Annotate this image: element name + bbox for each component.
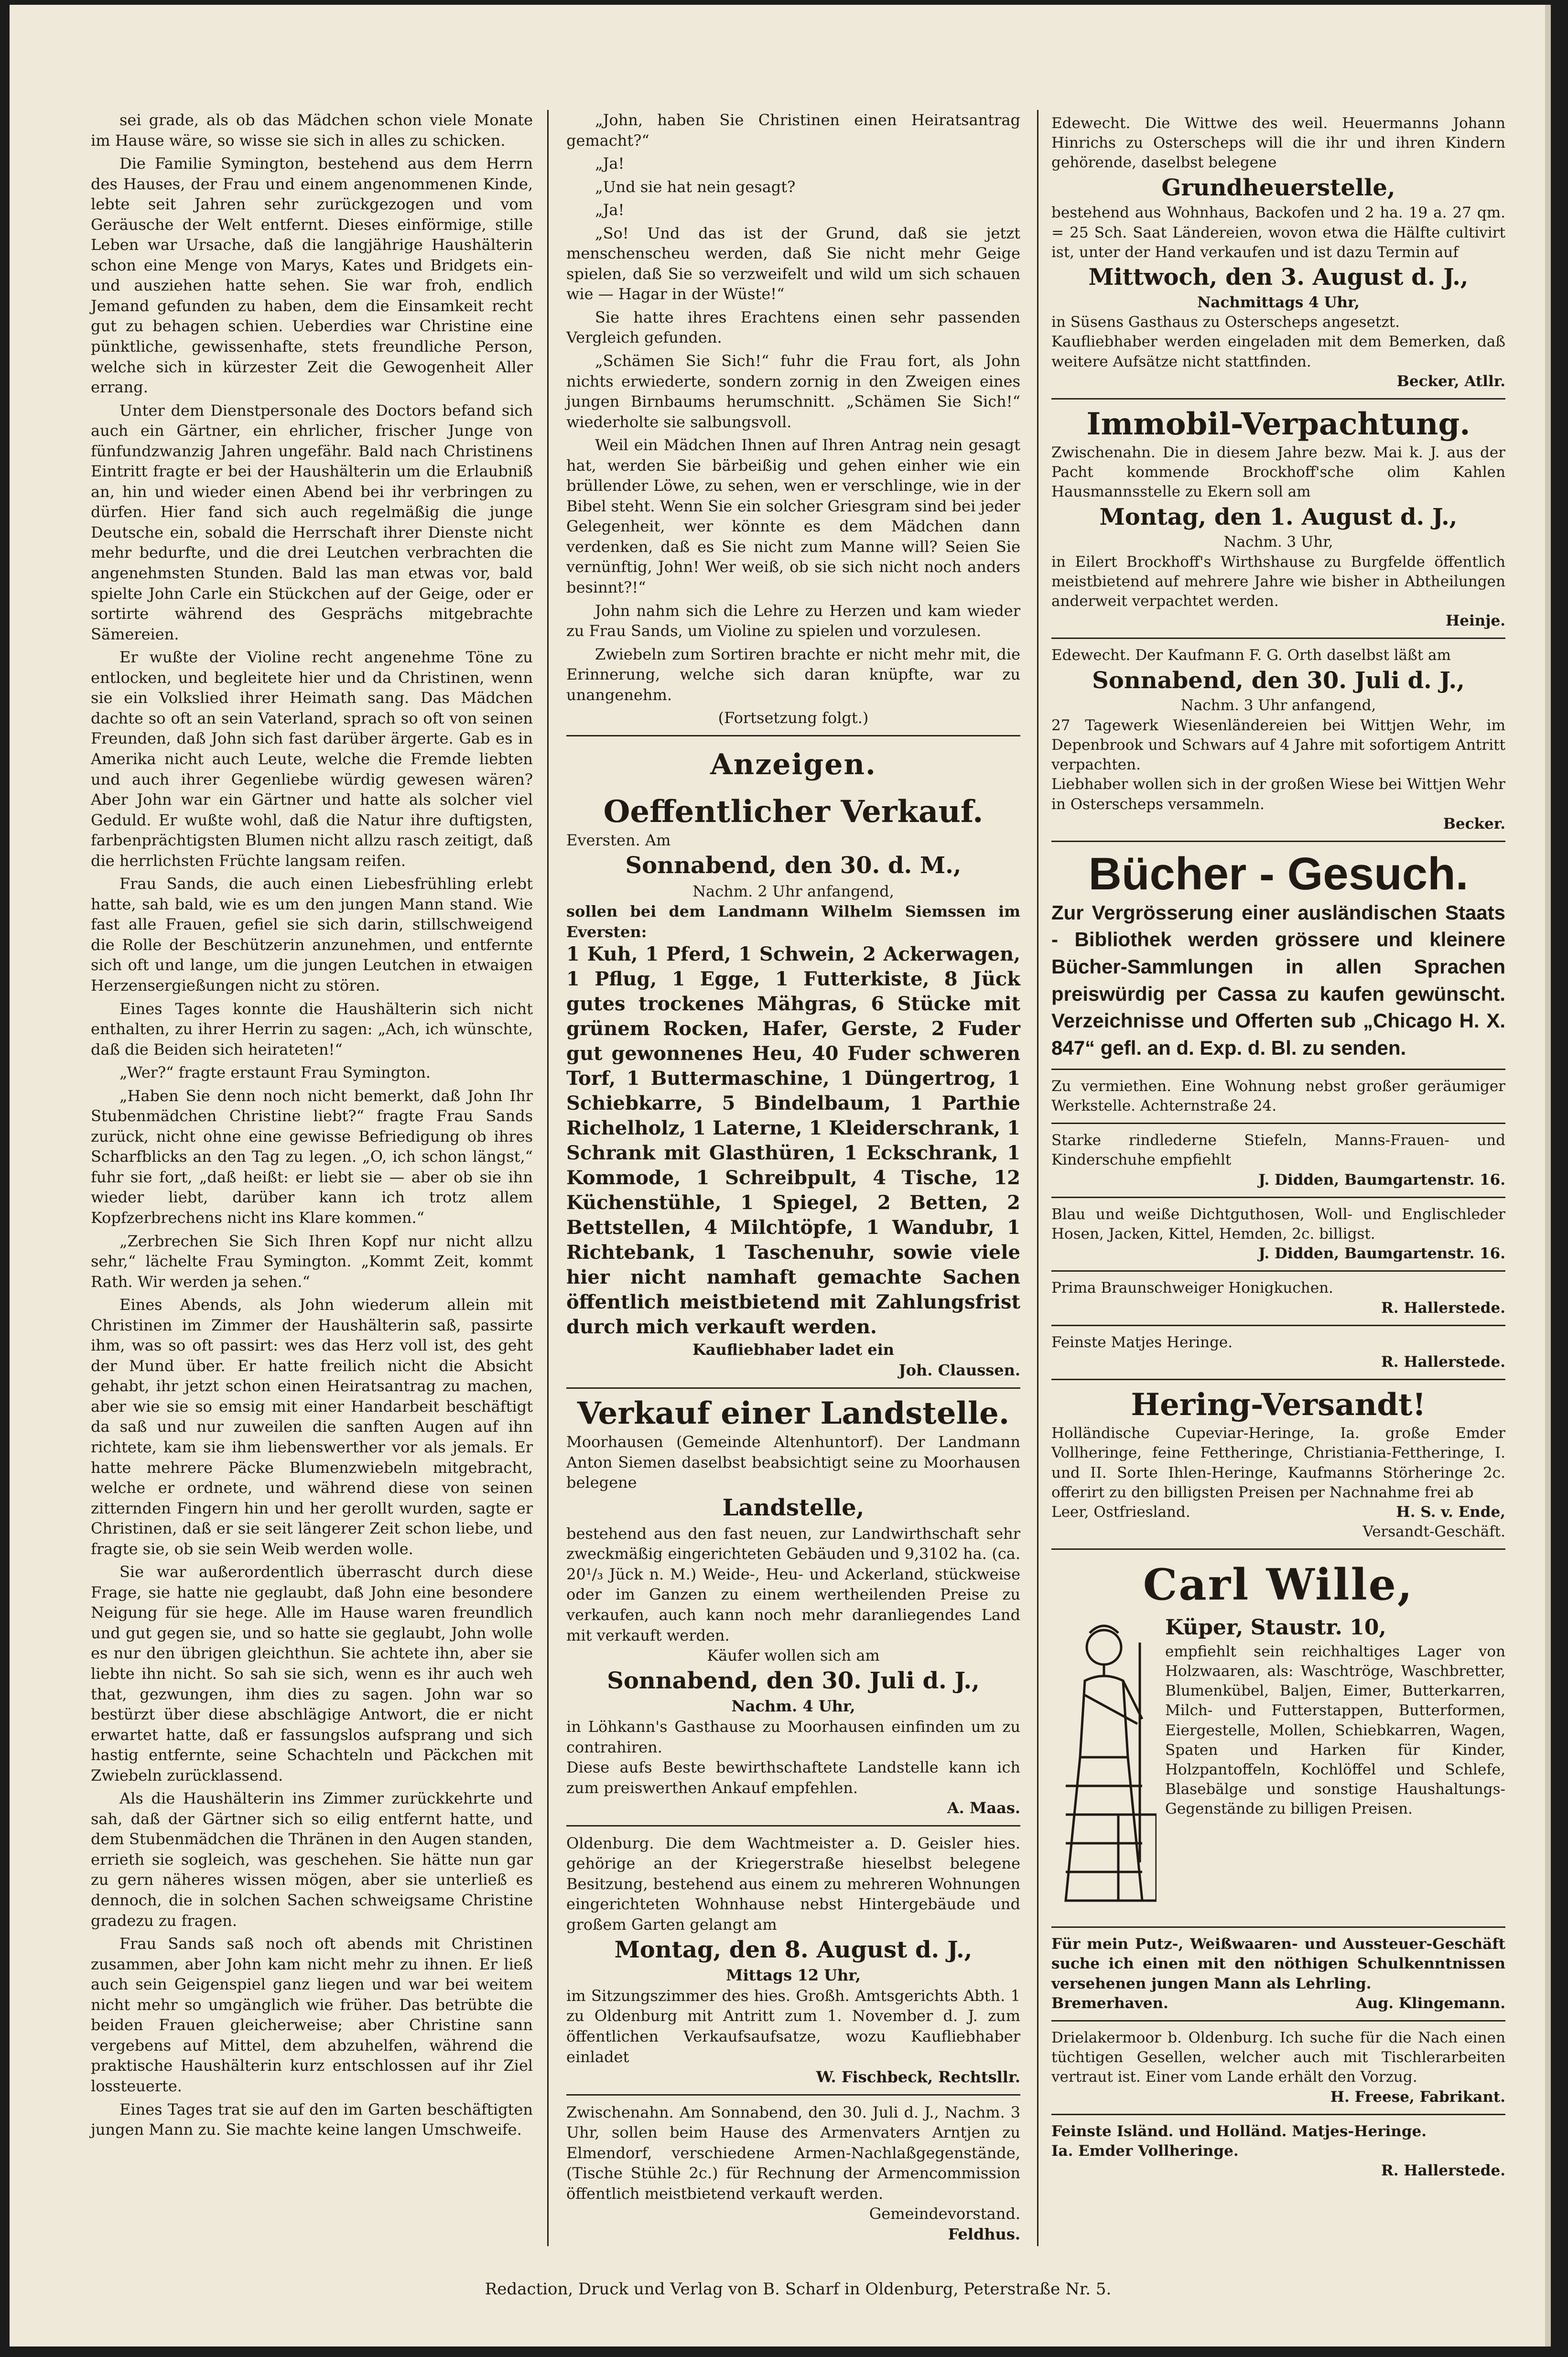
story-paragraph: Sie war außerordentlich überrascht durch diese Frage, sie hatte nie geglaubt, daß John eine besondere Neigung für sie hege. Alle im Hause waren freundlich und gut gegen sie, und so hatte sie geglaubt, John wolle es nur den übrigen gleichthun. Sie achtete ihn, aber sie liebte ihn nicht. So sah sie sich, wenn es ihr auch weh that, gezwungen, ihm dies zu sagen. John war so bestürzt über diese abschlägige Antwort, die er nicht erwartet hatte, daß er fassungslos aufsprang und sich hastig entfernte, seine Schachteln und Päckchen mit Zwiebeln zurücklassend. xyxy=(91,1563,533,1784)
ad-subtitle: Landstelle, xyxy=(722,1494,865,1521)
story-paragraph: Zwiebeln zum Sortiren brachte er nicht mehr mit, die Erinnerung, welche sich daran knüpfte, war zu unangenehm. xyxy=(566,645,1020,704)
divider xyxy=(1051,1548,1505,1550)
ad-signature: H. Freese, Fabrikant. xyxy=(1330,2088,1505,2106)
divider xyxy=(566,1387,1020,1389)
story-paragraph: „Ja! xyxy=(595,201,625,219)
divider xyxy=(1051,1926,1505,1928)
ad-date: Sonnabend, den 30. d. M., xyxy=(625,852,962,879)
ad-date: Montag, den 1. August d. J., xyxy=(1099,503,1458,530)
ad-text: Käufer wollen sich am xyxy=(707,1646,880,1665)
ad-wohnung: Zu vermiethen. Eine Wohnung nebst großer geräumiger Werkstelle. Achternstraße 24. xyxy=(1051,1077,1505,1114)
ad-time: Nachm. 2 Uhr anfangend, xyxy=(692,882,894,900)
ad-signature: Heinje. xyxy=(1445,612,1505,630)
ad-text: Zwischenahn. Die in diesem Jahre bezw. Mai k. J. aus der Pacht kommende Brockhoff'sche olim Kahlen Hausmannsstelle zu Ekern soll am xyxy=(1051,443,1505,501)
ad-signature: J. Didden, Baumgartenstr. 16. xyxy=(1258,1245,1505,1263)
ad-text: 27 Tagewerk Wiesenländereien bei Wittjen Wehr, im Depenbrook und Schwars auf 4 Jahre mit sofortigem Antritt verpachten. xyxy=(1051,716,1505,774)
anzeigen-heading: Anzeigen. xyxy=(710,747,876,781)
newspaper-page xyxy=(10,5,1551,2346)
story-paragraph: Als die Haushälterin ins Zimmer zurückkehrte und sah, daß der Gärtner sich so eilig entfernt hatte, und dem Stubenmädchen die Thränen in den Augen standen, errieth sie sogleich, was geschehen. Sie hätte nun gar zu gern näheres wissen mögen, aber sie unterließ es dennoch, die in solchen Sachen schweigsame Christine gradezu zu fragen. xyxy=(91,1789,533,1930)
ad-body xyxy=(1051,1614,1505,1920)
ad-oeffentlicher-verkauf xyxy=(566,794,1020,1381)
story-paragraph: „Wer?“ fragte erstaunt Frau Symington. xyxy=(119,1063,431,1082)
column-divider xyxy=(547,110,549,2246)
ad-buecher-gesuch xyxy=(1051,849,1505,1062)
ad-grundheuerstelle xyxy=(1051,114,1505,391)
ad-title: Verkauf einer Landstelle. xyxy=(577,1395,1010,1431)
divider xyxy=(1051,1270,1505,1272)
ad-carl-wille xyxy=(1051,1557,1505,1920)
ad-title: Hering-Versandt! xyxy=(1131,1387,1426,1423)
ad-hering-versandt xyxy=(1051,1387,1505,1542)
ad-lehrling xyxy=(1051,1935,1505,2013)
divider xyxy=(1051,1379,1505,1380)
ad-zwischenahn-nachlass xyxy=(566,2102,1020,2245)
ad-text: Edewecht. Die Wittwe des weil. Heuermanns Johann Hinrichs zu Osterscheps will die ihr und ihren Kindern gehörende, daselbst belegene xyxy=(1051,115,1505,172)
imprint-footer: Redaction, Druck und Verlag von B. Scharf in Oldenburg, Peterstraße Nr. 5. xyxy=(485,2280,1112,2299)
ad-date: Sonnabend, den 30. Juli d. J., xyxy=(607,1667,980,1694)
story-paragraph: „So! Und das ist der Grund, daß sie jetzt menschenscheu werden, daß Sie nicht mehr Geige spielen, daß Sie so verzweifelt und wild um sich schauen wie — Hagar in der Wüste!“ xyxy=(566,224,1020,303)
ad-time: Nachm. 3 Uhr, xyxy=(1223,533,1333,551)
story-paragraph: Eines Tages konnte die Haushälterin sich nicht enthalten, zu ihrer Herrin zu sagen: „Ach, ich wünschte, daß die Beiden sich heirateten!“ xyxy=(91,999,533,1059)
divider xyxy=(1051,1123,1505,1124)
ad-time: Nachm. 3 Uhr anfangend, xyxy=(1180,697,1376,714)
ad-hosen xyxy=(1051,1205,1505,1264)
ad-text: Feinste Matjes Heringe. xyxy=(1051,1333,1233,1351)
story-paragraph: Unter dem Dienstpersonale des Doctors befand sich auch ein Gärtner, ein ehrlicher, frischer Junge von fünfundzwanzig Jahren ungefähr. Bald nach Christinens Eintritt fragte er bei der Haushälterin um die Erlaubniß an, hin und wieder einen Abend bei ihr verbringen zu dürfen. Hier fand sich auch regelmäßig die junge Deutsche ein, sobald die Herrschaft ihrer Dienste nicht mehr bedurfte, und die drei Leutchen verbrachten die angenehmsten Stunden. Bald las man etwas vor, bald spielte John Carle ein Stückchen auf der Geige, oder er sortirte während des Gesprächs mitgebrachte Sämereien. xyxy=(91,401,533,643)
story-paragraph: Frau Sands, die auch einen Liebesfrühling erlebt hatte, sah bald, wie es um den jungen Mann stand. Wie fast alle Frauen, gefiel sie sich darin, stillschweigend die Rolle der Beschützerin anzunehmen, und entfernte sich oft und lange, um die jungen Leutchen in etwaigen Herzensergießungen nicht zu stören. xyxy=(91,875,533,995)
ad-text: Starke rindlederne Stiefeln, Manns-Frauen- und Kinderschuhe empfiehlt xyxy=(1051,1132,1505,1169)
woman-churning-butter-illustration xyxy=(1051,1614,1157,1920)
divider xyxy=(1051,1197,1505,1198)
ad-signature: Feldhus. xyxy=(948,2225,1020,2243)
ad-text: Diese aufs Beste bewirthschaftete Landstelle kann ich zum preiswerthen Ankauf empfehlen. xyxy=(566,1758,1020,1797)
ad-intro: sollen bei dem Landmann Wilhelm Siemssen im Eversten: xyxy=(566,902,1020,941)
ad-text: Zwischenahn. Am Sonnabend, den 30. Juli d. J., Nachm. 3 Uhr, sollen beim Hause des Armenvaters Arntjen zu Elmendorf, verschiedene Armen-Nachlaßgegenstände, (Tische Stühle 2c.) für Rechnung der Armencommission öffentlich meistbietend verkauft werden. xyxy=(566,2103,1020,2203)
ad-subtitle: Küper, Staustr. 10, xyxy=(1165,1615,1386,1640)
divider xyxy=(566,2094,1020,2096)
ad-matjes xyxy=(1051,1333,1505,1372)
ad-place: Eversten. Am xyxy=(566,831,671,850)
ad-wiesen-verpachtung xyxy=(1051,646,1505,834)
ad-text: empfiehlt sein reichhaltiges Lager von Holzwaaren, als: Waschtröge, Waschbretter, Blumenkübel, Baljen, Eimer, Butterkarren, Milch- und Futterstappen, Butterformen, Eiergestelle, Mollen, Schiebkarren, Wagen, Spaten und Harken für Kinder, Holzpantoffeln, Kochlöffel und Schlefe, Blasebälge und sonstige Haushaltungs-Gegenstände zu billigen Preisen. xyxy=(1165,1643,1505,1818)
ad-honigkuchen xyxy=(1051,1278,1505,1318)
story-paragraph: John nahm sich die Lehre zu Herzen und kam wieder zu Frau Sands, um Violine zu spielen und vorzulesen. xyxy=(566,601,1020,640)
ad-matjes-heringe xyxy=(1051,2122,1505,2181)
ad-signature: W. Fischbeck, Rechtsllr. xyxy=(816,2068,1020,2087)
ad-text: bestehend aus den fast neuen, zur Landwirthschaft sehr zweckmäßig eingerichteten Gebäuden und 9,3102 ha. (ca. 20¹/₃ Jück n. M.) Weide-, Heu- und Ackerland, stückweise oder im Ganzen zu einem wertheilenden Preise zu verkaufen, auch kann noch mehr daranliegendes Land mit verkauft werden. xyxy=(566,1524,1020,1644)
divider xyxy=(1051,2020,1505,2022)
ad-title: Grundheuerstelle, xyxy=(1161,174,1395,201)
ad-text: Edewecht. Der Kaufmann F. G. Orth daselbst läßt am xyxy=(1051,647,1451,664)
story-paragraph: „Zerbrechen Sie Sich Ihren Kopf nur nicht allzu sehr,“ lächelte Frau Symington. „Kommt Zeit, kommt Rath. Wir werden ja sehen.“ xyxy=(91,1232,533,1291)
ad-geselle xyxy=(1051,2028,1505,2107)
page-edge xyxy=(1545,5,1551,2346)
ad-title: Carl Wille, xyxy=(1143,1559,1414,1611)
ad-signature: J. Didden, Baumgartenstr. 16. xyxy=(1258,1171,1505,1189)
ad-signature: Becker. xyxy=(1443,815,1505,833)
story-paragraph: sei grade, als ob das Mädchen schon viele Monate im Hause wäre, so wisse sie sich in alles zu schicken. xyxy=(91,111,533,150)
ad-text: in Eilert Brockhoff's Wirthshause zu Burgfelde öffentlich meistbietend auf mehrere Jahre wie bisher in Abtheilungen anderweit verpachtet werden. xyxy=(1051,553,1505,610)
ad-closing: Kaufliebhaber ladet ein xyxy=(692,1341,895,1359)
ad-item-list: 1 Kuh, 1 Pferd, 1 Schwein, 2 Ackerwagen, 1 Pflug, 1 Egge, 1 Futterkiste, 8 Jück gutes trockenes Mähgras, 6 Stücke mit grünem Rocken, Hafer, Gerste, 2 Fuder gut gewonnenes Heu, 40 Fuder schweren Torf, 1 Buttermaschine, 1 Düngertrog, 1 Schiebkarre, 5 Bindelbaum, 1 Parthie Richelholz, 1 Laterne, 1 Kleiderschrank, 1 Schrank mit Glasthüren, 1 Eckschrank, 1 Kommode, 1 Schreibpult, 4 Tische, 12 Küchenstühle, 1 Spiegel, 2 Betten, 2 Bettstellen, 4 Milchtöpfe, 1 Wandubr, 1 Richtebank, 1 Taschenuhr, sowie viele hier nicht namhaft gemachte Sachen öffentlich meistbietend mit Zahlungsfrist durch mich verkauft werden. xyxy=(566,943,1020,1339)
ad-text: Oldenburg. Die dem Wachtmeister a. D. Geisler hies. gehörige an der Kriegerstraße hieselbst belegene Besitzung, bestehend aus einem zu mehreren Wohnungen eingerichteten Wohnhause nebst Hintergebäude und großem Garten gelangt am xyxy=(566,1834,1020,1934)
ad-time: Nachmittags 4 Uhr, xyxy=(1197,293,1360,311)
ad-text: in Süsens Gasthaus zu Osterscheps angesetzt. xyxy=(1051,314,1400,331)
ad-text: Blau und weiße Dichtguthosen, Woll- und Englischleder Hosen, Jacken, Kittel, Hemden, 2c. billigst. xyxy=(1051,1205,1505,1243)
story-column-left xyxy=(91,110,533,2143)
column-divider xyxy=(1037,110,1038,2246)
ad-place: Leer, Ostfriesland. xyxy=(1051,1503,1190,1521)
ad-title: Bücher - Gesuch. xyxy=(1088,848,1469,900)
story-paragraph: Frau Sands saß noch oft abends mit Christinen zusammen, aber John kam nicht mehr zu ihnen. Er ließ auch sein Geigenspiel ganz liegen und war bei weitem nicht mehr so umgänglich wie früher. Das betrübte die beiden Frauen gleicherweise; aber Christine sann vergebens auf Mittel, dem abzuhelfen, während die praktische Haushälterin kurz entschlossen auf ihr Ziel lossteuerte. xyxy=(91,1935,533,2095)
ad-signature: H. S. v. Ende, xyxy=(1396,1503,1505,1521)
ad-sub: Versandt-Geschäft. xyxy=(1363,1523,1505,1541)
ad-date: Sonnabend, den 30. Juli d. J., xyxy=(1092,667,1465,694)
ad-oldenburg-besitzung xyxy=(566,1833,1020,2087)
ad-place: Bremerhaven. xyxy=(1051,1994,1168,2012)
ad-signature: R. Hallerstede. xyxy=(1381,1299,1505,1317)
ad-text: im Sitzungszimmer des hies. Großh. Amtsgerichts Abth. 1 zu Oldenburg mit Antritt zum 1. November d. J. zum öffentlichen Verkaufsaufsatze, wozu Kaufliebhaber einladet xyxy=(566,1986,1020,2066)
ad-time: Nachm. 4 Uhr, xyxy=(731,1697,855,1716)
divider xyxy=(1051,638,1505,639)
ad-date: Mittwoch, den 3. August d. J., xyxy=(1088,264,1469,291)
story-paragraph: Weil ein Mädchen Ihnen auf Ihren Antrag nein gesagt hat, werden Sie bärbeißig und gehen einher wie ein brüllender Löwe, zu sehen, wen er verschlinge, wie in der Bibel steht. Wenn Sie ein solcher Griesgram sind bei jeder Gelegenheit, wer könnte es dem Mädchen dann verdenken, daß es Sie nicht zum Manne will? Seien Sie vernünftig, John! Wer weiß, ob sie sich nicht noch anders besinnt?!“ xyxy=(566,436,1020,597)
continued-note: (Fortsetzung folgt.) xyxy=(718,709,869,727)
ad-signature: R. Hallerstede. xyxy=(1381,1353,1505,1371)
ad-signature: Aug. Klingemann. xyxy=(1355,1994,1505,2012)
ad-text: in Löhkann's Gasthause zu Moorhausen einfinden um zu contrahiren. xyxy=(566,1718,1020,1756)
story-paragraph: Er wußte der Violine recht angenehme Töne zu entlocken, und begleitete hier und da Christinen, wenn sie ein Volkslied ihrer Heimath sang. Das Mädchen dachte so oft an sein Vaterland, sprach so oft von seinen Freunden, daß John sich fast darüber ärgerte. Gab es in Amerika nicht auch Leute, welche die Fremde liebten und auch ihrer Gegenliebe würdig gewesen wären? Aber John war ein Gärtner und hatte als solcher viel Geduld. Er wußte wohl, daß die Natur ihre duftigsten, farbenprächtigsten Blumen nicht allzu rasch zeitigt, daß die herrlichsten Früchte langsam reifen. xyxy=(91,648,533,870)
ad-signature: A. Maas. xyxy=(947,1799,1020,1817)
story-paragraph: „John, haben Sie Christinen einen Heiratsantrag gemacht?“ xyxy=(566,111,1020,150)
story-paragraph: Eines Tages trat sie auf den im Garten beschäftigten jungen Mann zu. Sie machte keine langen Umschweife. xyxy=(91,2100,533,2139)
story-paragraph: „Ja! xyxy=(595,154,625,173)
story-paragraph: „Und sie hat nein gesagt? xyxy=(595,177,796,196)
story-paragraph: Eines Abends, als John wiederum allein mit Christinen im Zimmer der Haushälterin saß, passirte ihm, was so oft passirt: wes das Herz voll ist, des geht der Mund über. Er hatte freilich nicht die Absicht gehabt, ihr jetzt schon einen Heiratsantrag zu machen, aber wie sie so emsig mit einer Handarbeit beschäftigt da saß und nur zuweilen die sanften Augen auf ihn richtete, kam sie ihm liebenswerther vor als jemals. Er hatte mehrere Päcke Blumenzwiebeln mitgebracht, welche er ordnete, und während diese von seinen zitternden Fingern hin und her gerollt wurden, sagte er Christinen, daß er sie seit längerer Zeit schon liebe, und fragte sie, ob sie sein Weib werden wolle. xyxy=(91,1296,533,1558)
ad-text: Liebhaber wollen sich in der großen Wiese bei Wittjen Wehr in Osterscheps versammeln. xyxy=(1051,776,1505,813)
ad-date: Montag, den 8. August d. J., xyxy=(614,1936,973,1963)
ad-stiefeln xyxy=(1051,1131,1505,1190)
ad-signature: Joh. Claussen. xyxy=(898,1361,1020,1380)
divider xyxy=(1051,1325,1505,1326)
ad-title: Immobil-Verpachtung. xyxy=(1086,406,1471,443)
ad-signature-line xyxy=(1051,1503,1505,1522)
ad-text: Prima Braunschweiger Honigkuchen. xyxy=(1051,1279,1333,1297)
ad-signature-line xyxy=(1051,1994,1505,2013)
story-paragraph: „Schämen Sie Sich!“ fuhr die Frau fort, als John nichts erwiederte, sondern zornig in den Zweigen eines jungen Birnbaums herumschnitt. „Schämen Sie Sich!“ wiederholte sie salbungsvoll. xyxy=(566,352,1020,431)
ad-text: bestehend aus Wohnhaus, Backofen und 2 ha. 19 a. 27 qm. = 25 Sch. Saat Ländereien, wovon etwa die Hälfte cultivirt ist, unter der Hand verkaufen und ist dazu Termin auf xyxy=(1051,204,1505,261)
story-and-ads-column xyxy=(566,110,1020,2248)
story-paragraph: Sie hatte ihres Erachtens einen sehr passenden Vergleich gefunden. xyxy=(566,308,1020,347)
divider xyxy=(1051,841,1505,842)
ad-verkauf-landstelle xyxy=(566,1395,1020,1818)
divider xyxy=(566,735,1020,736)
ad-immobil-verpachtung xyxy=(1051,406,1505,631)
ad-time: Mittags 12 Uhr, xyxy=(726,1966,861,1985)
ad-text: Für mein Putz-, Weißwaaren- und Aussteuer-Geschäft suche ich einen mit den nöthigen Schulkenntnissen versehenen jungen Mann als Lehrling. xyxy=(1051,1935,1505,1992)
divider xyxy=(1051,1069,1505,1070)
ad-text: Holländische Cupeviar-Heringe, Ia. große Emder Vollheringe, feine Fettheringe, Christiania-Fettheringe, I. und II. Sorte Ihlen-Heringe, Kaufmanns Störheringe 2c. offerirt zu den billigsten Preisen per Nachnahme frei ab xyxy=(1051,1425,1505,1501)
ad-closing: Gemeindevorstand. xyxy=(869,2205,1020,2223)
divider xyxy=(1051,398,1505,400)
ads-column-right xyxy=(1051,110,1505,2185)
ad-text: Drielakermoor b. Oldenburg. Ich suche für die Nach einen tüchtigen Gesellen, welcher auch mit Tischlerarbeiten vertraut ist. Einer vom Lande erhält den Vorzug. xyxy=(1051,2029,1505,2086)
story-continuation xyxy=(566,110,1020,705)
story-paragraph: „Haben Sie denn noch nicht bemerkt, daß John Ihr Stubenmädchen Christine liebt?“ fragte Frau Sands zurück, nicht ohne eine gewisse Befriedigung ob ihres Scharfblicks an den Tag zu legen. „O, ich schon längst,“ fuhr sie fort, „daß heißt: er liebt sie — aber ob sie ihn wieder liebt, darüber kann ich trotz allem Kopfzerbrechens nicht ins Klare kommen.“ xyxy=(91,1086,533,1227)
divider xyxy=(566,1825,1020,1827)
ad-text: Zur Vergrösserung einer ausländischen Staats - Bibliothek werden grössere und kleinere Bücher-Sammlungen in allen Sprachen preiswürdig per Cassa zu kaufen gewünscht. Verzeichnisse und Offerten sub „Chicago H. X. 847“ gefl. an d. Exp. d. Bl. zu senden. xyxy=(1051,901,1505,1060)
ad-text: Ia. Emder Vollheringe. xyxy=(1051,2142,1239,2160)
ad-text: Feinste Isländ. und Holländ. Matjes-Heringe. xyxy=(1051,2122,1427,2140)
story-paragraph: Die Familie Symington, bestehend aus dem Herrn des Hauses, der Frau und einem angenommenen Kinde, lebte seit Jahren sehr zurückgezogen und vom Geräusche der Welt entfernt. Dieses einförmige, stille Leben war Ursache, daß die langjährige Haushälterin schon eine Menge von Marys, Kates und Bridgets ein- und ausziehen hatte sehen. Sie war froh, endlich Jemand gefunden zu haben, dem die Einsamkeit recht gut zu behagen schien. Ueberdies war Christine eine pünktliche, gewissenhafte, stets freundliche Person, welche sich in kürzester Zeit die Gewogenheit Aller errang. xyxy=(91,154,533,397)
ad-text: Moorhausen (Gemeinde Altenhuntorf). Der Landmann Anton Siemen daselbst beabsichtigt seine zu Moorhausen belegene xyxy=(566,1433,1020,1492)
ad-signature: R. Hallerstede. xyxy=(1381,2162,1505,2180)
ad-signature: Becker, Atllr. xyxy=(1396,372,1505,390)
divider xyxy=(1051,2114,1505,2115)
ad-text: Kaufliebhaber werden eingeladen mit dem Bemerken, daß weitere Aufsätze nicht stattfinden. xyxy=(1051,333,1505,370)
ad-title: Oeffentlicher Verkauf. xyxy=(603,793,984,830)
